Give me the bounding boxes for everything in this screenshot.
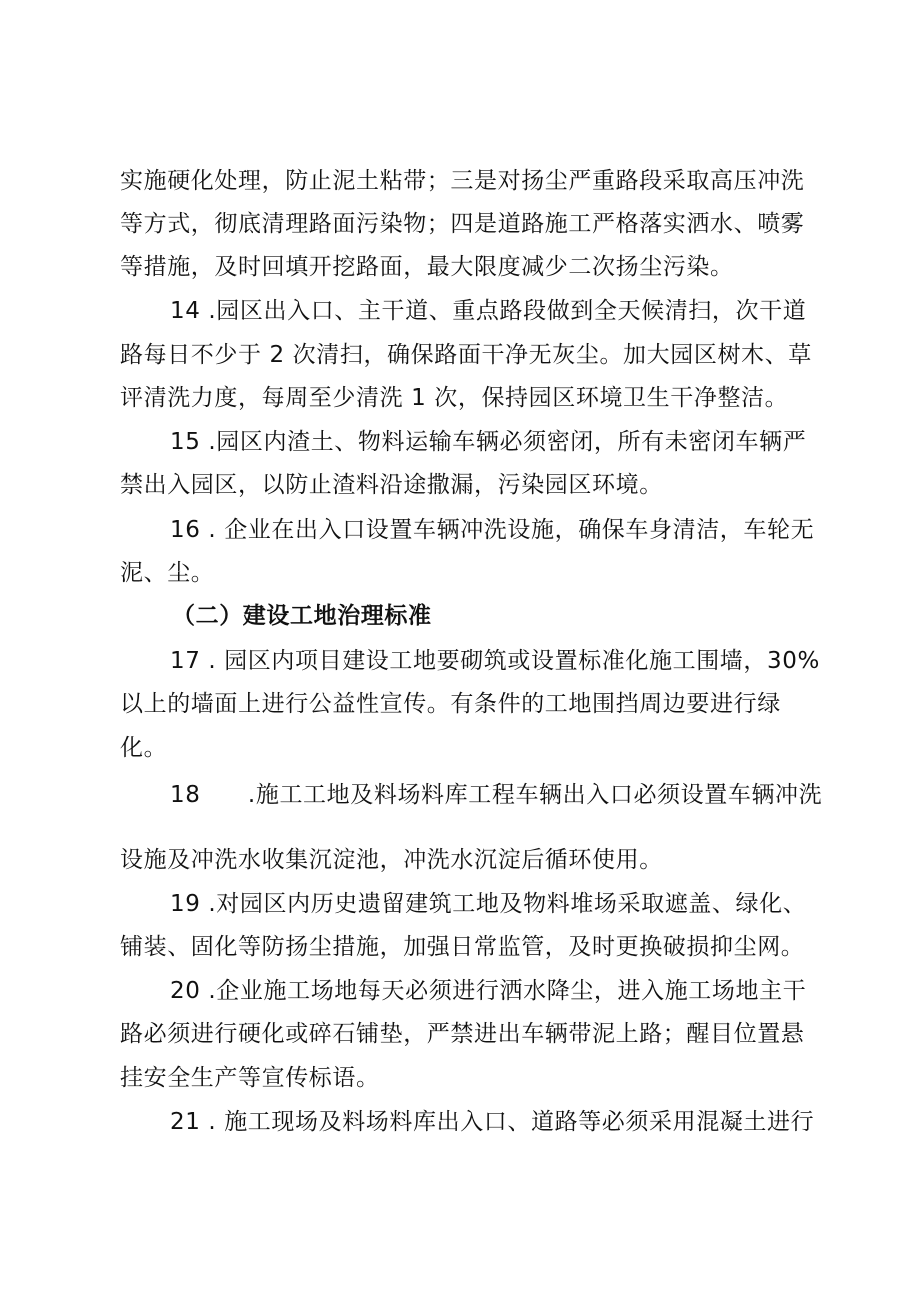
- section-heading: （二）建设工地治理标准: [172, 603, 432, 629]
- item-18-line-1: 18 .施工工地及料场料库工程车辆出入口必须设置车辆冲洗: [170, 782, 823, 808]
- text-line-1: 实施硬化处理，防止泥土粘带；三是对扬尘严重路段采取高压冲洗: [120, 168, 805, 194]
- item-20-line-3: 挂安全生产等宣传标语。: [120, 1065, 380, 1091]
- item-17-line-2: 以上的墙面上进行公益性宣传。有条件的工地围挡周边要进行绿: [120, 691, 781, 717]
- item-14-line-2: 路每日不少于 2 次清扫，确保路面干净无灰尘。加大园区树木、草: [120, 342, 812, 368]
- item-15-line-1: 15 .园区内渣土、物料运输车辆必须密闭，所有未密闭车辆严: [170, 429, 807, 455]
- item-17-line-3: 化。: [120, 735, 168, 761]
- item-15-line-2: 禁出入园区，以防止渣料沿途撒漏，污染园区环境。: [120, 472, 663, 498]
- item-16-line-2: 泥、尘。: [120, 560, 215, 586]
- item-16-line-1: 16 . 企业在出入口设置车辆冲洗设施，确保车身清洁，车轮无: [170, 517, 815, 543]
- item-14-line-1: 14 .园区出入口、主干道、重点路段做到全天候清扫，次干道: [170, 298, 807, 324]
- item-14-line-3: 评清洗力度，每周至少清洗 1 次，保持园区环境卫生干净整洁。: [120, 385, 789, 411]
- item-20-line-1: 20 .企业施工场地每天必须进行洒水降尘，进入施工场地主干: [170, 978, 807, 1004]
- item-20-line-2: 路必须进行硬化或碎石铺垫，严禁进出车辆带泥上路；醒目位置悬: [120, 1021, 805, 1047]
- item-19-line-2: 铺装、固化等防扬尘措施，加强日常监管，及时更换破损抑尘网。: [120, 934, 805, 960]
- item-17-line-1: 17 . 园区内项目建设工地要砌筑或设置标准化施工围墙，30%: [170, 648, 820, 674]
- text-line-3: 等措施，及时回填开挖路面，最大限度减少二次扬尘污染。: [120, 254, 734, 280]
- item-18-line-2: 设施及冲洗水收集沉淀池，冲洗水沉淀后循环使用。: [120, 847, 663, 873]
- item-21-line-1: 21 . 施工现场及料场料库出入口、道路等必须采用混凝土进行: [170, 1109, 815, 1135]
- item-19-line-1: 19 .对园区内历史遗留建筑工地及物料堆场采取遮盖、绿化、: [170, 891, 807, 917]
- text-line-2: 等方式，彻底清理路面污染物；四是道路施工严格落实洒水、喷雾: [120, 211, 805, 237]
